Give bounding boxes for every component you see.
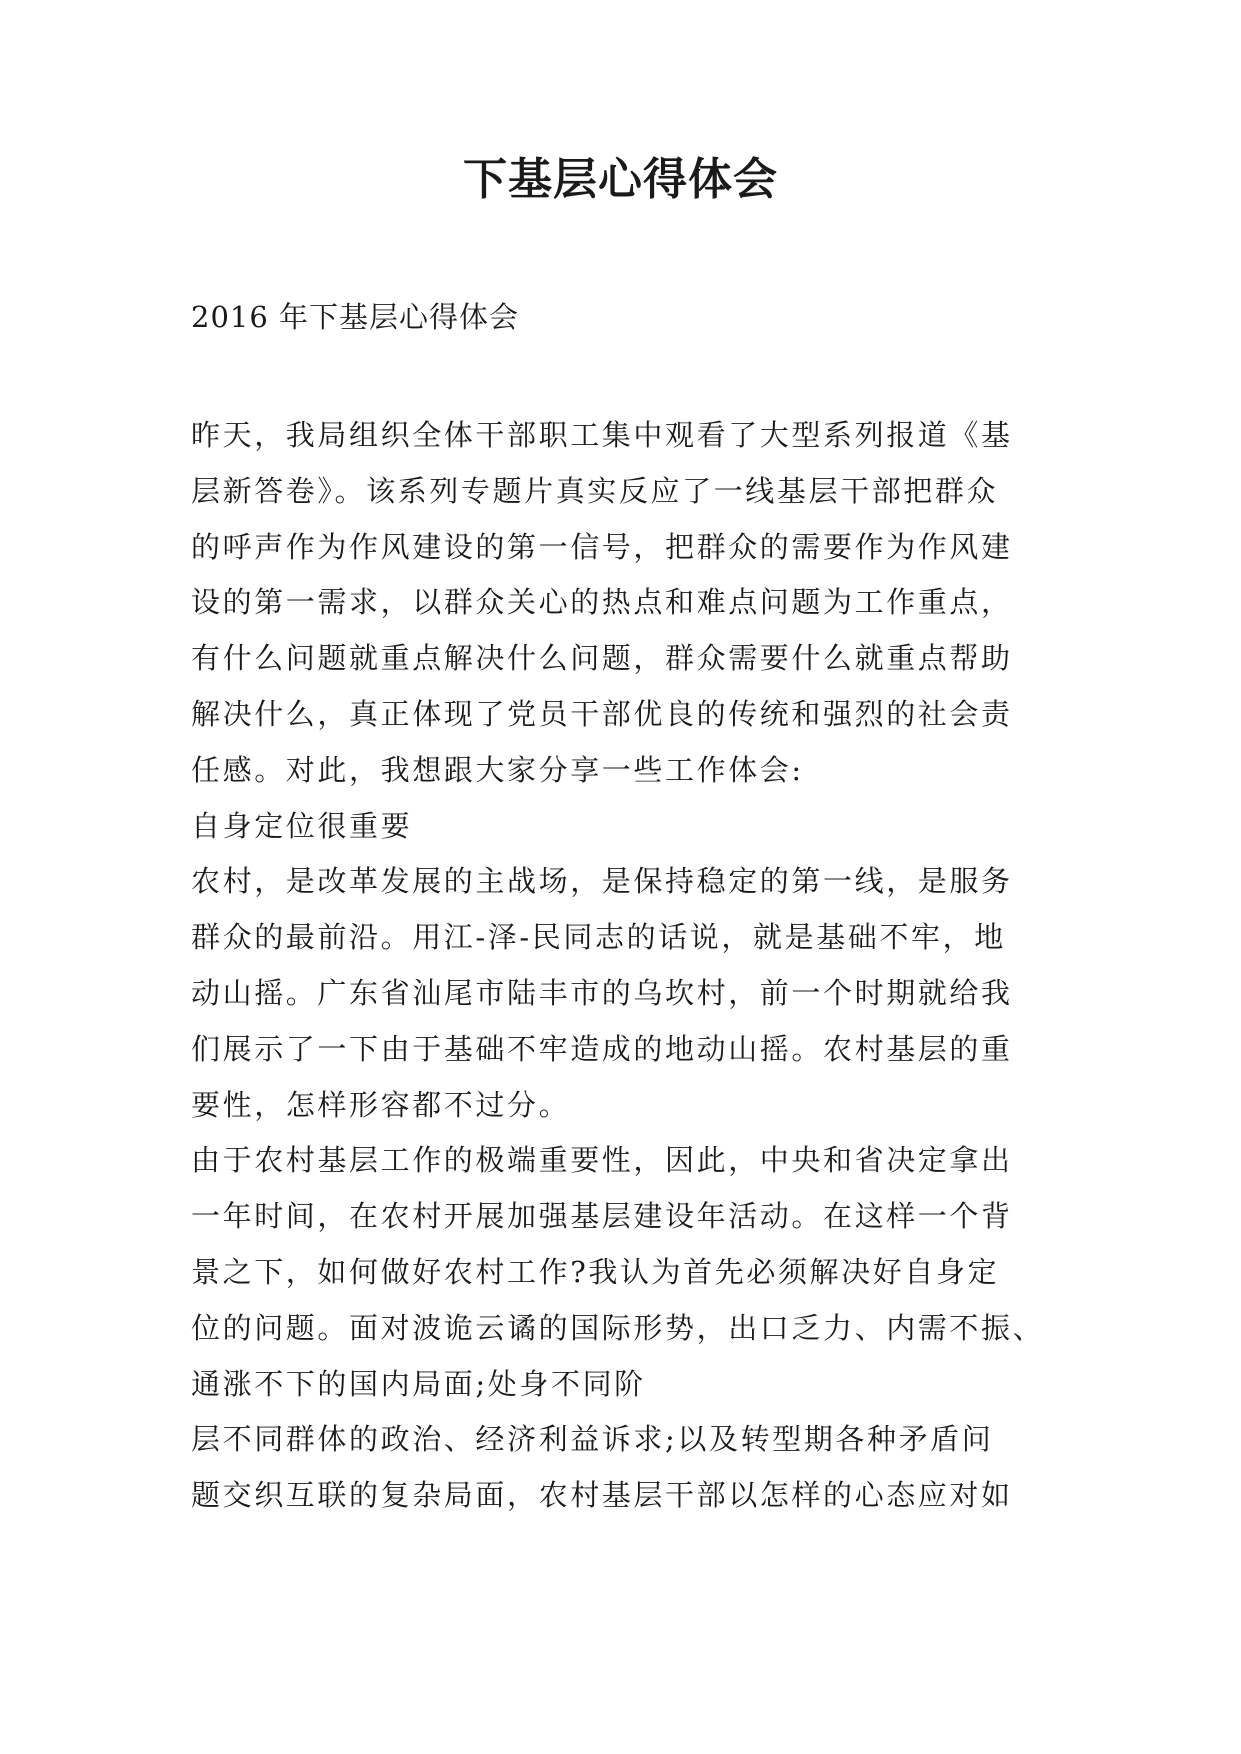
body-line: 有什么问题就重点解决什么问题，群众需要什么就重点帮助 — [191, 641, 1013, 676]
document-title: 下基层心得体会 — [463, 154, 778, 205]
body-line: 景之下，如何做好农村工作?我认为首先必须解决好自身定 — [191, 1254, 1000, 1289]
body-line: 要性，怎样形容都不过分。 — [191, 1087, 571, 1122]
body-line: 层不同群体的政治、经济利益诉求;以及转型期各种矛盾问 — [191, 1422, 994, 1457]
body-line: 一年时间，在农村开展加强基层建设年活动。在这样一个背 — [191, 1199, 1013, 1234]
body-line: 农村，是改革发展的主战场，是保持稳定的第一线，是服务 — [191, 864, 1013, 899]
body-line: 题交织互联的复杂局面，农村基层干部以怎样的心态应对如 — [191, 1478, 1013, 1513]
body-line: 的呼声作为作风建设的第一信号，把群众的需要作为作风建 — [191, 529, 1013, 564]
document-subtitle: 2016 年下基层心得体会 — [191, 300, 520, 334]
body-line: 群众的最前沿。用江-泽-民同志的话说，就是基础不牢，地 — [191, 920, 1006, 955]
section-heading: 自身定位很重要 — [191, 808, 413, 843]
body-line: 任感。对此，我想跟大家分享一些工作体会: — [191, 752, 804, 787]
body-line: 由于农村基层工作的极端重要性，因此，中央和省决定拿出 — [191, 1143, 1013, 1178]
body-line: 层新答卷》。该系列专题片真实反应了一线基层干部把群众 — [191, 473, 999, 508]
body-line: 昨天，我局组织全体干部职工集中观看了大型系列报道《基 — [191, 418, 1013, 452]
body-line: 位的问题。面对波诡云谲的国际形势，出口乏力、内需不振、 — [191, 1310, 1045, 1345]
body-line: 们展示了一下由于基础不牢造成的地动山摇。农村基层的重 — [191, 1031, 1013, 1066]
document-body — [191, 408, 1051, 1524]
body-line: 动山摇。广东省汕尾市陆丰市的乌坎村，前一个时期就给我 — [191, 975, 1013, 1010]
body-line: 设的第一需求，以群众关心的热点和难点问题为工作重点， — [191, 585, 1013, 620]
body-line: 解决什么，真正体现了党员干部优良的传统和强烈的社会责 — [191, 696, 1013, 731]
body-line: 通涨不下的国内局面;处身不同阶 — [191, 1366, 646, 1401]
